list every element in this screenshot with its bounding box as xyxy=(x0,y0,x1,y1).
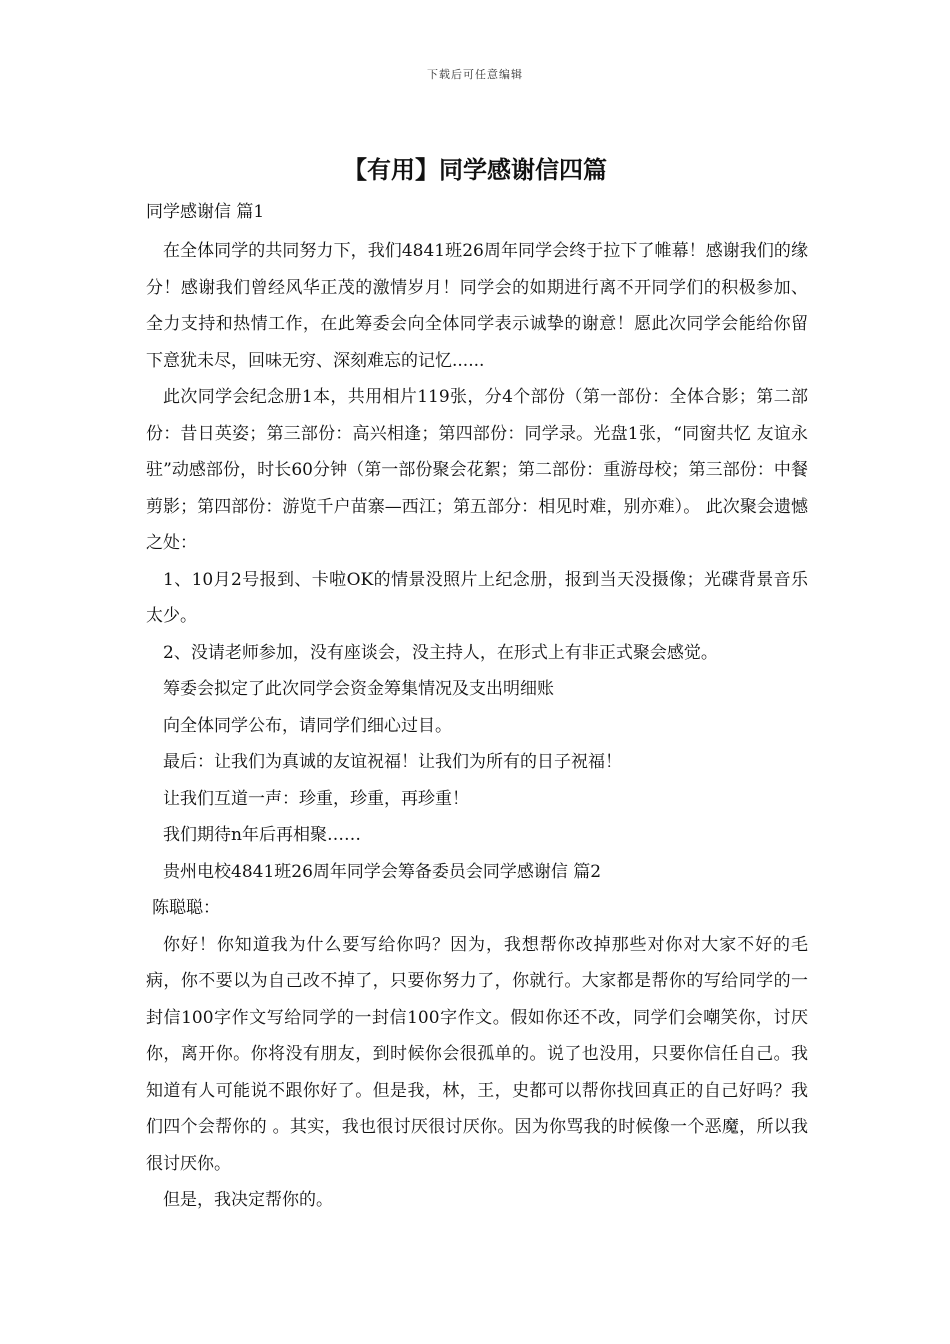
paragraph-blessing: 最后：让我们为真诚的友谊祝福！让我们为所有的日子祝福！ xyxy=(163,752,622,772)
document-body xyxy=(146,233,808,1219)
paragraph-regret-1: 1、10月2号报到、卡啦OK的情景没照片上纪念册，报到当天没摄像；光碟背景音乐太少。 xyxy=(146,569,808,626)
document-title: 【有用】同学感谢信四篇 xyxy=(343,156,607,184)
paragraph-album: 此次同学会纪念册1本，共用相片119张，分4个部份（第一部份：全体合影；第二部份：昔日英姿；第三部份：高兴相逢；第四部份：同学录。光盘1张，“同窗共忆 友谊永驻”动感部份，时长60分钟（第一部份聚会花絮；第二部份：重游母校；第三部份：中餐剪影；第四部份：游览千户苗寨—西江；第五部分：相见时难，别亦难）。 此次聚会遗憾之处： xyxy=(146,387,808,553)
section-heading-2: 贵州电校4841班26周年同学会筹备委员会同学感谢信 篇2 xyxy=(163,861,602,882)
paragraph-reunion: 我们期待n年后再相聚…… xyxy=(163,825,361,845)
paragraph-announce: 向全体同学公布，请同学们细心过目。 xyxy=(163,715,452,736)
section-heading-1: 同学感谢信 篇1 xyxy=(146,202,265,222)
paragraph-farewell: 让我们互道一声：珍重，珍重，再珍重！ xyxy=(163,788,469,809)
paragraph-regret-2: 2、没请老师参加，没有座谈会，没主持人，在形式上有非正式聚会感觉。 xyxy=(163,642,718,663)
paragraph-letter: 你好！你知道我为什么要写给你吗？因为，我想帮你改掉那些对你对大家不好的毛病，你不要以为自己改不掉了，只要你努力了，你就行。大家都是帮你的写给同学的一封信100字作文写给同学的一封信100字作文。假如你还不改，同学们会嘲笑你，讨厌你，离开你。你将没有朋友，到时候你会很孤单的。说了也没用，只要你信任自己。我知道有人可能说不跟你好了。但是我，林，王，史都可以帮你找回真正的自己好吗？我们四个会帮你的 。其实，我也很讨厌很讨厌你。因为你骂我的时候像一个恶魔，所以我很讨厌你。 xyxy=(146,934,808,1174)
paragraph-decision: 但是，我决定帮你的。 xyxy=(163,1190,333,1210)
paragraph-funds: 筹委会拟定了此次同学会资金筹集情况及支出明细账 xyxy=(163,679,554,699)
paragraph-intro: 在全体同学的共同努力下，我们4841班26周年同学会终于拉下了帷幕！感谢我们的缘分！感谢我们曾经风华正茂的激情岁月！同学会的如期进行离不开同学们的积极参加、全力支持和热情工作，在此筹委会向全体同学表示诚挚的谢意！愿此次同学会能给你留下意犹未尽，回味无穷、深刻难忘的记忆...... xyxy=(146,241,808,371)
header-note: 下载后可任意编辑 xyxy=(427,68,523,81)
salutation: 陈聪聪： xyxy=(152,898,220,918)
